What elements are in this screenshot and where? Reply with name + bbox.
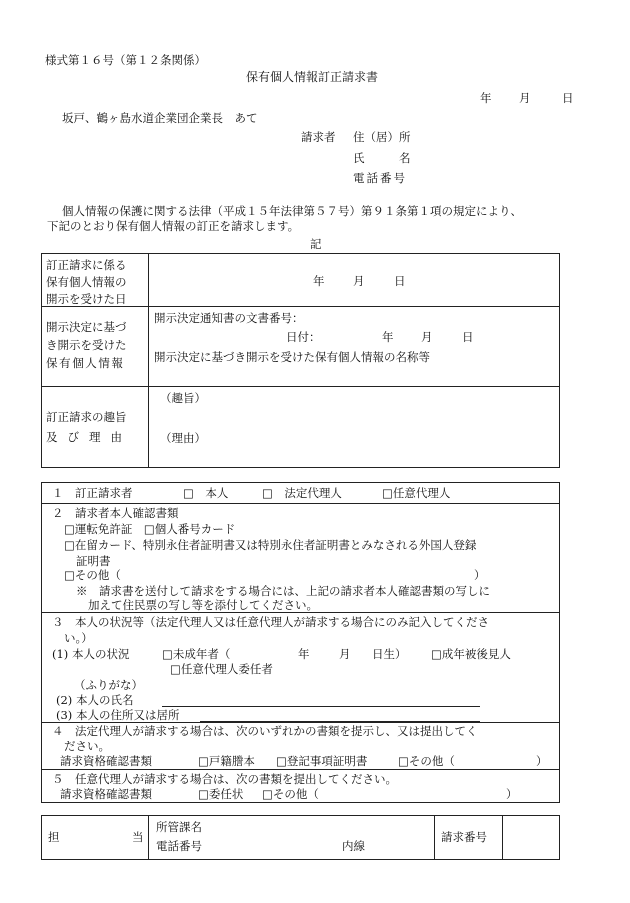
intro-line1: 個人情報の保護に関する法律（平成１５年法律第５７号）第９１条第１項の規定により、 [62, 204, 522, 218]
tanto-label-2: 当 [132, 830, 144, 844]
date-day: 日 [562, 91, 574, 105]
decision-date-year: 年 [382, 330, 394, 344]
id-docs-line2[interactable]: □在留カード、特別永住者証明書又は特別永住者証明書とみなされる外国人登録 [64, 538, 477, 552]
requester-label: 請求者 [301, 130, 336, 144]
date-year: 年 [480, 91, 492, 105]
page-title: 保有個人情報訂正請求書 [246, 70, 379, 84]
name-label: 氏 名 [353, 151, 411, 165]
tanto-label-1: 担 [48, 830, 60, 844]
checkbox-registry-cert[interactable]: □登記事項証明書 [276, 754, 368, 768]
decision-doc-number: 開示決定通知書の文書番号： [154, 311, 304, 325]
section4-title2: ださい。 [64, 739, 110, 753]
minor-birth-month: 月 [339, 647, 351, 661]
request-number-label: 請求番号 [441, 830, 487, 844]
checkbox-power-of-attorney[interactable]: □委任状 [198, 787, 244, 801]
ki-label: 記 [310, 237, 322, 251]
purpose-label: （趣旨） [160, 391, 206, 405]
section2-title: ２ 請求者本人確認書類 [52, 506, 179, 520]
principal-address-label: (3) 本人の住所又は居所 [56, 708, 180, 722]
checkbox-self[interactable]: □ 本人 [183, 486, 229, 500]
reason-label: （理由） [160, 431, 206, 445]
disclosure-date-day: 日 [394, 274, 406, 288]
footer-phone-label: 電話番号 [156, 839, 202, 853]
checkbox-minor[interactable]: □未成年者（ [162, 647, 231, 661]
principal-status-label: (1) 本人の状況 [52, 647, 130, 661]
disclosure-date-label: 訂正請求に係る 保有個人情報の 開示を受けた日 [46, 258, 127, 306]
section4-title1: ４ 法定代理人が請求する場合は、次のいずれかの書類を提示し、又は提出してく [52, 724, 478, 738]
section3-title2: い。） [64, 631, 93, 645]
decision-date-day: 日 [462, 330, 474, 344]
address-label: 住（居）所 [353, 130, 411, 144]
checkbox-section5-other[interactable]: □その他（ [262, 787, 319, 801]
id-docs-other[interactable]: □その他（ [64, 568, 121, 582]
minor-birth-year: 年 [298, 647, 310, 661]
checkbox-voluntary-proxy[interactable]: □任意代理人 [382, 486, 451, 500]
checkbox-adult-ward[interactable]: □成年被後見人 [431, 647, 511, 661]
disclosure-date-year: 年 [313, 274, 325, 288]
id-docs-line3: 証明書 [76, 554, 111, 568]
checkbox-proxy-delegator[interactable]: □任意代理人委任者 [170, 662, 273, 676]
section3-title1: ３ 本人の状況等（法定代理人又は任意代理人が請求する場合にのみ記入してくださ [52, 615, 489, 629]
form-number: 様式第１６号（第１２条関係） [45, 53, 206, 67]
intro-line2: 下記のとおり保有個人情報の訂正を請求します。 [47, 219, 300, 233]
extension-label: 内線 [342, 839, 365, 853]
disclosed-info-label: 開示決定に基づ き開示を受けた 保有個人情報 [46, 320, 127, 370]
decision-date-label: 日付： [286, 330, 321, 344]
checkbox-family-register[interactable]: □戸籍謄本 [198, 754, 255, 768]
checkbox-section4-other[interactable]: □その他（ [398, 754, 455, 768]
disclosure-date-month: 月 [353, 274, 365, 288]
section1-requester-type: １ 訂正請求者 [52, 486, 133, 500]
section4-doc-label: 請求資格確認書類 [60, 754, 152, 768]
id-docs-line1[interactable]: □運転免許証 □個人番号カード [64, 522, 236, 536]
dept-label: 所管課名 [156, 820, 202, 834]
addressee: 坂戸、鶴ヶ島水道企業団企業長 あて [62, 111, 258, 125]
section5-title: ５ 任意代理人が請求する場合は、次の書類を提出してください。 [52, 772, 397, 786]
id-docs-note2: 加えて住民票の写し等を添付してください。 [88, 598, 318, 612]
id-docs-note1: ※ 請求書を送付して請求をする場合には、上記の請求者本人確認書類の写しに [76, 584, 490, 598]
purpose-reason-label: 訂正請求の趣旨 及び理由 [46, 410, 132, 444]
date-month: 月 [519, 91, 531, 105]
principal-address-line[interactable] [200, 721, 480, 722]
section4-other-close: ） [536, 754, 548, 768]
phone-label: 電話番号 [353, 171, 407, 185]
principal-name-line[interactable] [162, 706, 480, 707]
id-docs-other-close: ） [474, 568, 486, 582]
decision-date-month: 月 [421, 330, 433, 344]
minor-birth-day: 日生） [372, 647, 407, 661]
principal-name-label: (2) 本人の氏名 [56, 693, 134, 707]
furigana-label: （ふりがな） [74, 678, 143, 692]
section5-other-close: ） [506, 787, 518, 801]
disclosed-info-name: 開示決定に基づき開示を受けた保有個人情報の名称等 [154, 350, 430, 364]
checkbox-legal-proxy[interactable]: □ 法定代理人 [262, 486, 342, 500]
section5-doc-label: 請求資格確認書類 [60, 787, 152, 801]
